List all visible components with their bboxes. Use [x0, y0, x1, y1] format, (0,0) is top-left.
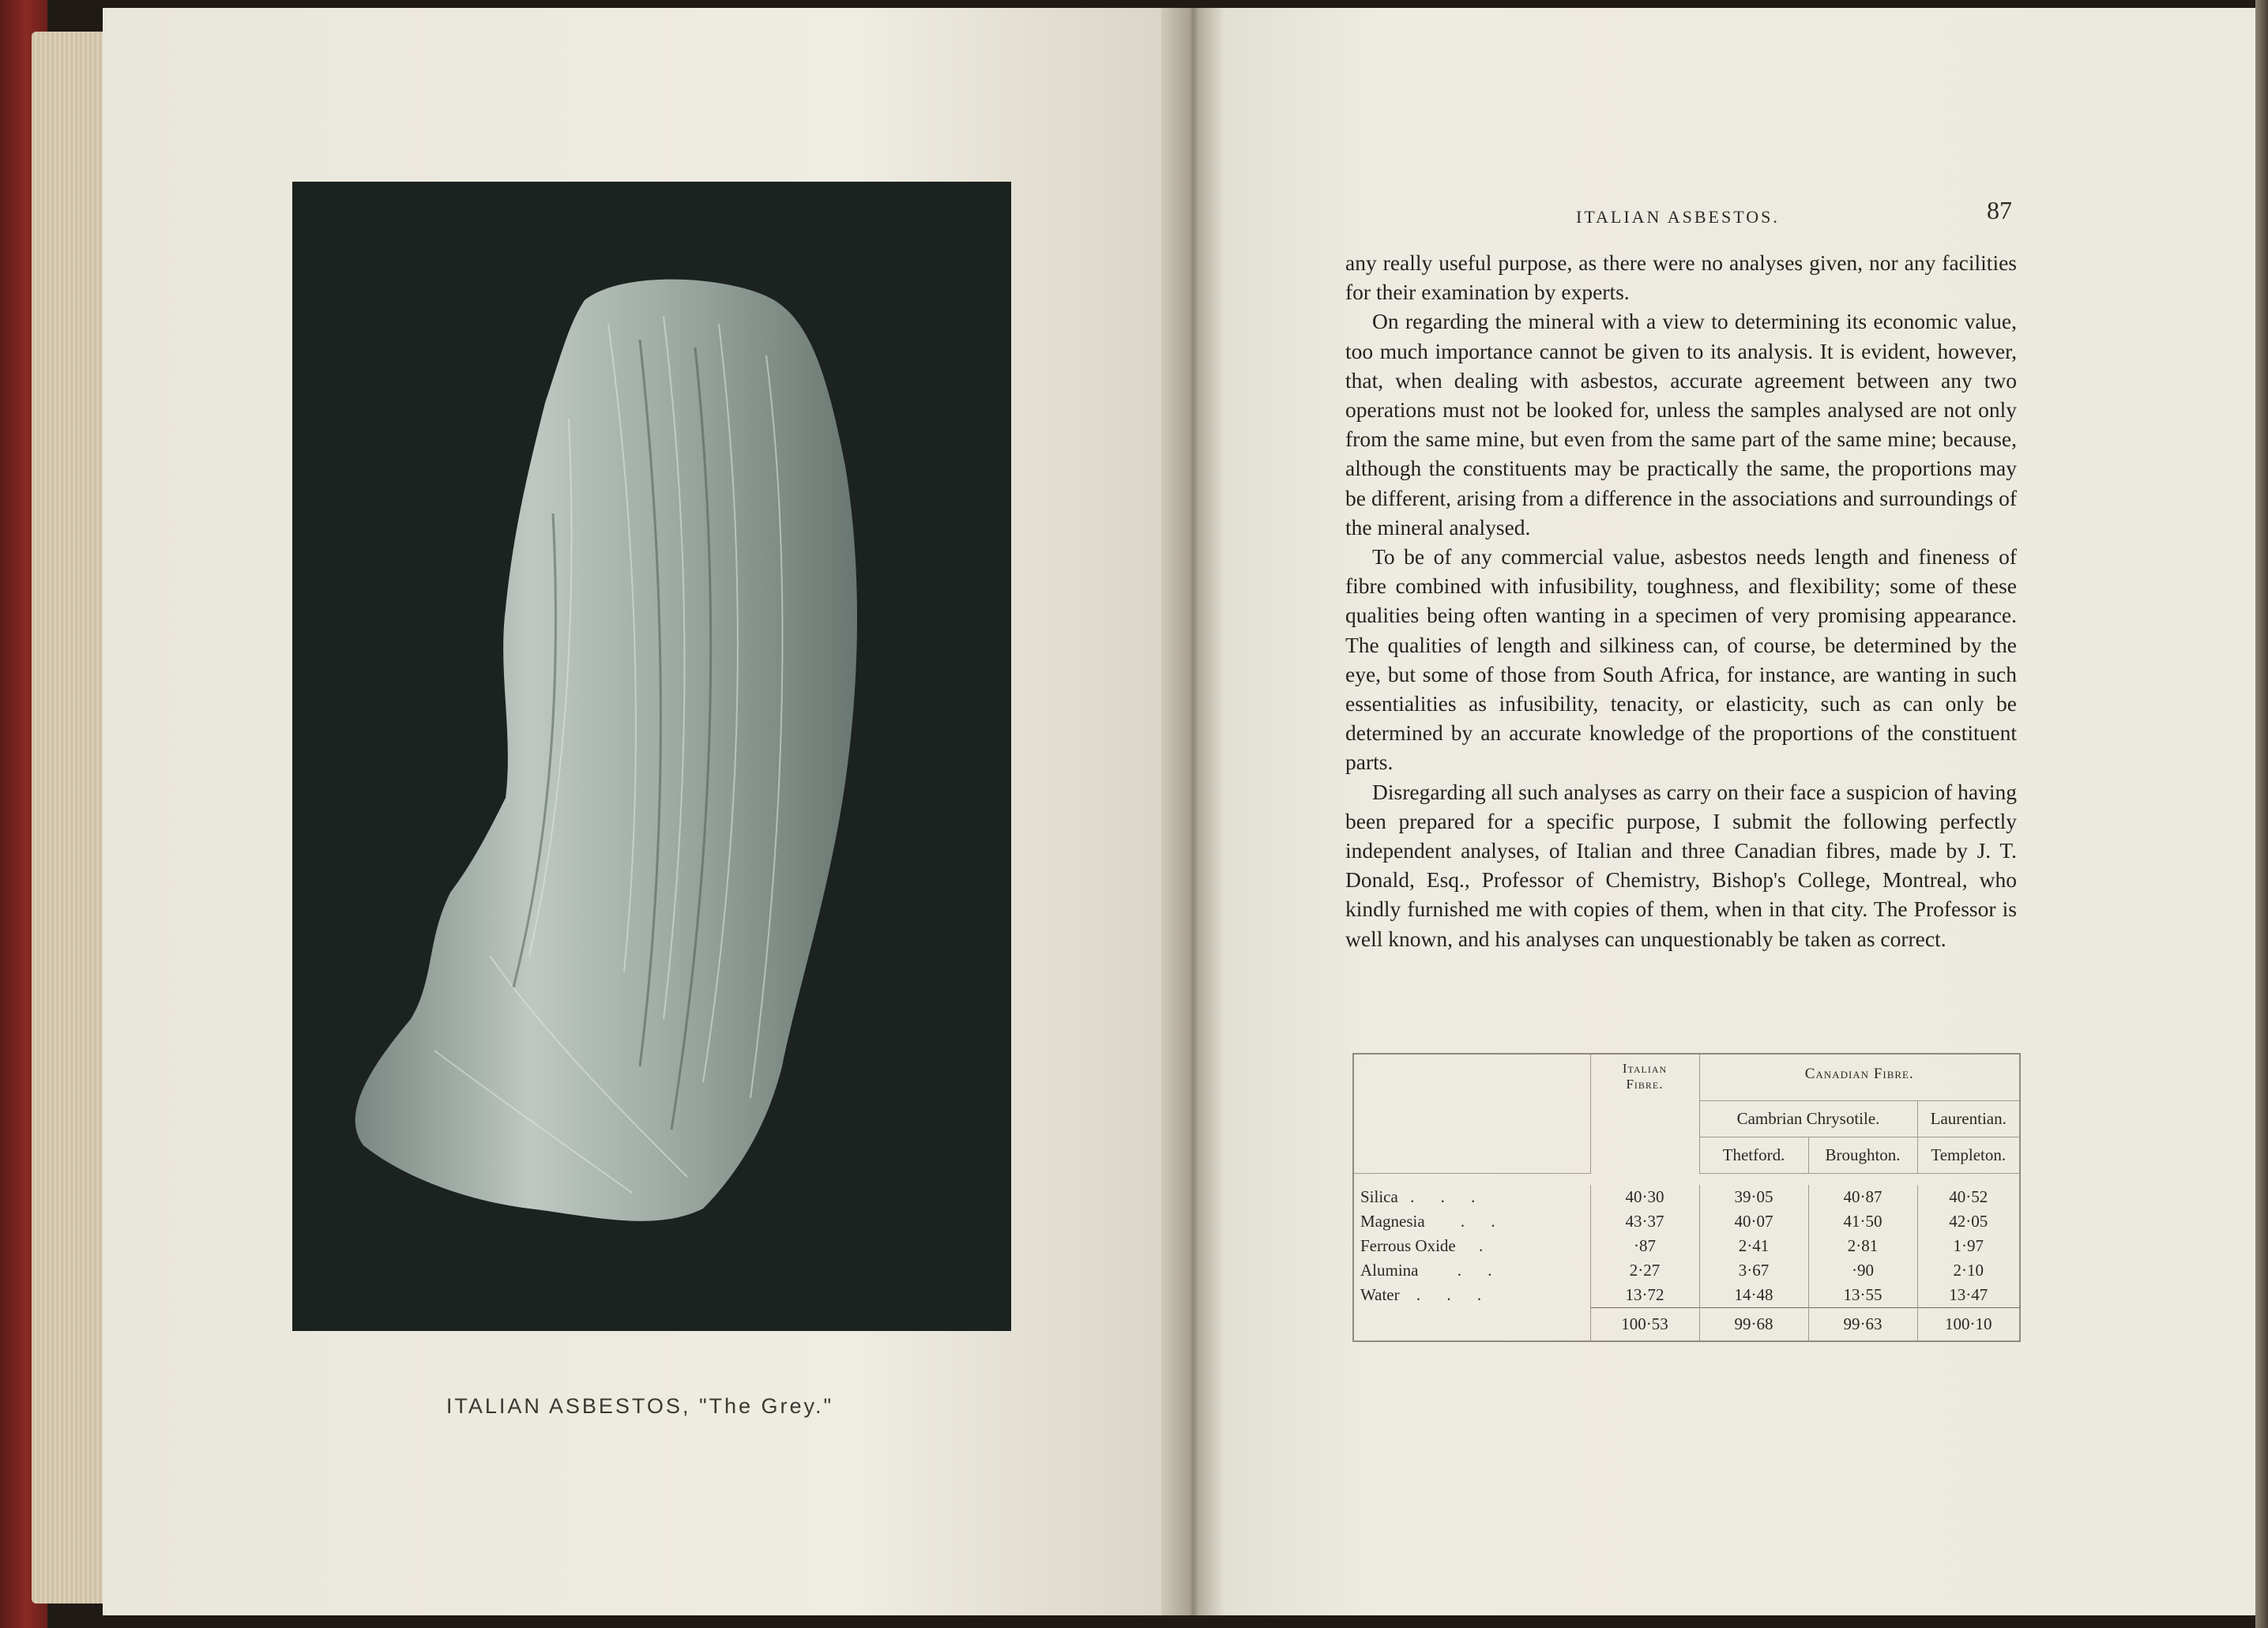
templeton-value: 13·47	[1917, 1283, 2020, 1308]
broughton-total: 99·63	[1808, 1308, 1917, 1342]
thetford-value: 14·48	[1699, 1283, 1808, 1308]
paragraph-2: On regarding the mineral with a view to determining its economic value, too much importance cannot be given to its analysis. It is evident, however, that, when dealing with asbestos, accurate agreement between any two operations must not be looked for, unless the samples analysed are not only from the same mine, but even from the same part of the same mine; because, although the constituents may be practically the same, the proportions may be different, arising from a difference in the associations and surroundings of the mineral analysed.	[1345, 309, 2017, 540]
canadian-fibre-header: Canadian Fibre.	[1699, 1054, 2020, 1101]
page-number: 87	[1987, 196, 2012, 224]
paragraph-3: To be of any commercial value, asbestos needs length and fineness of fibre combined with infusibility, toughness, and flexibility; some of these qualities being often wanting in a specimen of very promising appearance. The qualities of length and silkiness can, of course, be determined by the eye, but some of those from South Africa, for instance, are wanting in such essentialities as infusibility, tenacity, or elasticity, such as can only be determined by an accurate knowledge of the proportions of the constituent parts.	[1345, 544, 2017, 775]
paragraph-1: any really useful purpose, as there were no analyses given, nor any facilities for their examination by experts.	[1345, 250, 2017, 305]
broughton-value: 13·55	[1808, 1283, 1917, 1308]
broughton-value: 40·87	[1808, 1185, 1917, 1209]
templeton-value: 1·97	[1917, 1234, 2020, 1258]
table-row	[1353, 1185, 2020, 1209]
thetford-value: 3·67	[1699, 1258, 1808, 1283]
italian-total: 100·53	[1590, 1308, 1699, 1342]
table-row	[1353, 1258, 2020, 1283]
italian-fibre-header	[1590, 1054, 1699, 1174]
thetford-value: 40·07	[1699, 1209, 1808, 1234]
analysis-table	[1352, 1053, 2021, 1342]
italian-header-line2: Fibre.	[1626, 1077, 1664, 1092]
broughton-value: 41·50	[1808, 1209, 1917, 1234]
row-label: Alumina . .	[1360, 1261, 1503, 1280]
italian-value: ·87	[1590, 1234, 1699, 1258]
templeton-value: 40·52	[1917, 1185, 2020, 1209]
broughton-header: Broughton.	[1808, 1137, 1917, 1174]
totals-row	[1353, 1308, 2020, 1342]
thetford-total: 99·68	[1699, 1308, 1808, 1342]
templeton-total: 100·10	[1917, 1308, 2020, 1342]
spacer-row	[1353, 1174, 2020, 1186]
templeton-value: 42·05	[1917, 1209, 2020, 1234]
table-row	[1353, 1283, 2020, 1308]
italian-value: 40·30	[1590, 1185, 1699, 1209]
book-edge-right	[2255, 0, 2268, 1628]
italian-header-line1: Italian	[1622, 1061, 1668, 1076]
plate-caption: ITALIAN ASBESTOS, "The Grey."	[446, 1394, 834, 1418]
totals-label-blank	[1353, 1308, 1590, 1342]
left-page	[103, 8, 1177, 1615]
cambrian-chrysotile-header: Cambrian Chrysotile.	[1699, 1101, 1917, 1137]
running-head: ITALIAN ASBESTOS.	[1576, 207, 1780, 227]
asbestos-specimen-image	[292, 182, 1011, 1331]
templeton-value: 2·10	[1917, 1258, 2020, 1283]
thetford-value: 2·41	[1699, 1234, 1808, 1258]
table-row	[1353, 1234, 2020, 1258]
italian-value: 2·27	[1590, 1258, 1699, 1283]
row-label: Ferrous Oxide .	[1360, 1236, 1495, 1255]
italian-value: 13·72	[1590, 1283, 1699, 1308]
italian-value: 43·37	[1590, 1209, 1699, 1234]
templeton-header: Templeton.	[1917, 1137, 2020, 1174]
thetford-header: Thetford.	[1699, 1137, 1808, 1174]
thetford-value: 39·05	[1699, 1185, 1808, 1209]
row-label: Water . . .	[1360, 1285, 1493, 1305]
body-text	[1345, 248, 2017, 953]
book-gutter	[1161, 8, 1224, 1615]
row-label: Magnesia . .	[1360, 1212, 1506, 1231]
broughton-value: ·90	[1808, 1258, 1917, 1283]
header-blank	[1353, 1054, 1590, 1174]
laurentian-header: Laurentian.	[1917, 1101, 2020, 1137]
row-label: Silica . . .	[1360, 1187, 1487, 1206]
broughton-value: 2·81	[1808, 1234, 1917, 1258]
table-row	[1353, 1209, 2020, 1234]
paragraph-4: Disregarding all such analyses as carry on their face a suspicion of having been prepared for a specific purpose, I submit the following perfectly independent analyses, of Italian and three Canadian fibres, made by J. T. Donald, Esq., Professor of Chemistry, Bishop's College, Montreal, who kindly furnished me with copies of them, when in that city. The Professor is well known, and his analyses can unquestionably be taken as correct.	[1345, 779, 2017, 951]
asbestos-photograph	[292, 182, 1011, 1331]
